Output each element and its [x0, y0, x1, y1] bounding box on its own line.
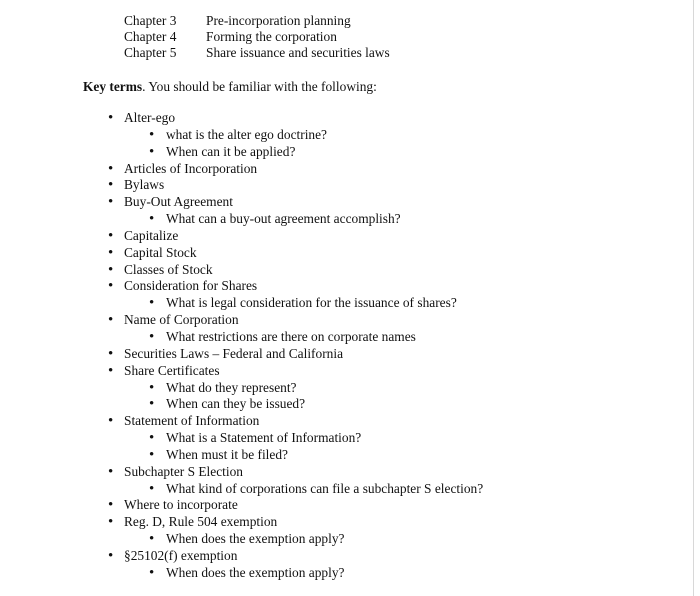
bullet-icon: • — [108, 514, 114, 531]
sub-question-label: What do they represent? — [166, 379, 297, 395]
bullet-icon: • — [108, 278, 114, 295]
bullet-icon: • — [149, 379, 155, 396]
chapter-number: Chapter 3 — [124, 13, 177, 28]
chapter-title: Share issuance and securities laws — [206, 45, 390, 60]
term-item — [0, 514, 690, 531]
bullet-icon: • — [149, 396, 155, 413]
term-item — [0, 228, 690, 245]
bullet-icon: • — [108, 160, 114, 177]
chapter-row — [124, 45, 390, 61]
bullet-icon: • — [149, 126, 155, 143]
term-label: Where to incorporate — [124, 497, 238, 513]
term-label: Capitalize — [124, 227, 179, 243]
bullet-icon: • — [108, 547, 114, 564]
term-item — [0, 278, 690, 295]
bullet-icon: • — [149, 295, 155, 312]
sub-question-label: what is the alter ego doctrine? — [166, 126, 327, 142]
term-item — [0, 312, 690, 329]
term-label: Alter-ego — [124, 110, 176, 125]
term-item — [0, 110, 690, 127]
term-item — [0, 262, 690, 279]
chapter-number: Chapter 5 — [124, 45, 177, 60]
sub-question-label: What kind of corporations can file a subchapter S election? — [166, 480, 484, 496]
key-terms-intro: . You should be familiar with the following: — [142, 79, 377, 94]
chapter-number: Chapter 4 — [124, 29, 177, 44]
sub-question-item — [0, 396, 690, 413]
term-label: Share Certificates — [124, 362, 220, 378]
sub-question-item — [0, 565, 690, 582]
chapter-row — [124, 29, 390, 45]
term-item — [0, 177, 690, 194]
term-item — [0, 464, 690, 481]
term-label: Name of Corporation — [124, 312, 239, 328]
key-terms-heading — [83, 79, 377, 95]
sub-question-item — [0, 211, 690, 228]
sub-question-item — [0, 531, 690, 548]
term-item — [0, 245, 690, 262]
sub-question-label: What is legal consideration for the issuance of shares? — [166, 295, 457, 311]
sub-question-item — [0, 380, 690, 397]
term-label: Buy-Out Agreement — [124, 194, 233, 210]
bullet-icon: • — [108, 110, 114, 126]
bullet-icon: • — [108, 362, 114, 379]
sub-question-label: When can they be issued? — [166, 396, 306, 412]
bullet-icon: • — [149, 480, 155, 497]
bullet-icon: • — [108, 227, 114, 244]
sub-question-label: When does the exemption apply? — [166, 564, 345, 580]
bullet-icon: • — [108, 345, 114, 362]
bullet-icon: • — [108, 312, 114, 329]
bullet-icon: • — [108, 244, 114, 261]
chapter-title: Forming the corporation — [206, 29, 337, 44]
bullet-icon: • — [149, 328, 155, 345]
term-label: Capital Stock — [124, 244, 197, 260]
sub-question-label: When can it be applied? — [166, 143, 296, 159]
term-label: Subchapter S Election — [124, 463, 243, 479]
term-label: Classes of Stock — [124, 261, 213, 277]
chapter-list — [124, 13, 390, 61]
term-item — [0, 161, 690, 178]
term-item — [0, 194, 690, 211]
key-terms-list — [0, 110, 690, 582]
bullet-icon: • — [149, 430, 155, 447]
term-label: Articles of Incorporation — [124, 160, 258, 176]
chapter-title: Pre-incorporation planning — [206, 13, 351, 28]
sub-question-item — [0, 329, 690, 346]
bullet-icon: • — [108, 463, 114, 480]
bullet-icon: • — [149, 564, 155, 581]
bullet-icon: • — [149, 446, 155, 463]
bullet-icon: • — [108, 261, 114, 278]
bullet-icon: • — [108, 194, 114, 211]
sub-question-item — [0, 481, 690, 498]
bullet-icon: • — [108, 413, 114, 430]
term-label: Reg. D, Rule 504 exemption — [124, 514, 278, 530]
bullet-icon: • — [149, 531, 155, 548]
term-label: Consideration for Shares — [124, 278, 258, 294]
term-item — [0, 413, 690, 430]
bullet-icon: • — [108, 497, 114, 514]
term-label: §25102(f) exemption — [124, 547, 238, 563]
term-label: Statement of Information — [124, 413, 260, 429]
page-edge-divider — [693, 0, 694, 596]
term-item — [0, 497, 690, 514]
bullet-icon: • — [149, 211, 155, 228]
key-terms-label: Key terms — [83, 79, 143, 94]
term-label: Bylaws — [124, 177, 165, 193]
bullet-icon: • — [149, 143, 155, 160]
chapter-row — [124, 13, 390, 29]
sub-question-item — [0, 447, 690, 464]
sub-question-item — [0, 144, 690, 161]
term-label: Securities Laws – Federal and California — [124, 345, 344, 361]
sub-question-label: What can a buy-out agreement accomplish? — [166, 211, 401, 227]
sub-question-item — [0, 127, 690, 144]
bullet-icon: • — [108, 177, 114, 194]
sub-question-label: What restrictions are there on corporate names — [166, 328, 416, 344]
term-item — [0, 548, 690, 565]
sub-question-label: When must it be filed? — [166, 446, 288, 462]
term-item — [0, 346, 690, 363]
sub-question-label: What is a Statement of Information? — [166, 430, 362, 446]
term-item — [0, 363, 690, 380]
sub-question-item — [0, 295, 690, 312]
sub-question-item — [0, 430, 690, 447]
sub-question-label: When does the exemption apply? — [166, 531, 345, 547]
